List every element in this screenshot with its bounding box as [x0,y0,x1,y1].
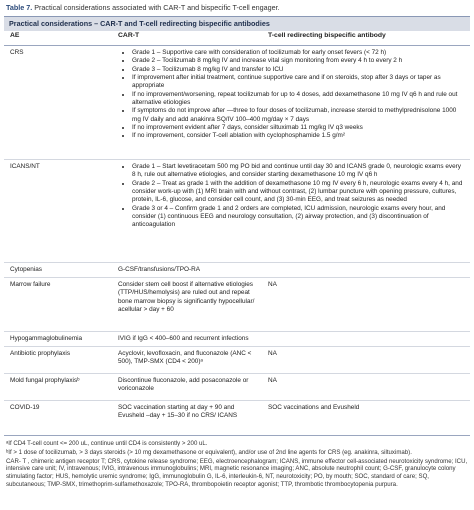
list-item: • Grade 2 – Tocilizumab 8 mg/kg IV and increase vital sign monitoring from every 4 h to every 2 h [132,57,466,65]
ae-hypogammaglobulinemia: Hypogammaglobulinemia [10,335,83,342]
list-item: • If no improvement/worsening, repeat tocilizumab for up to 4 doses, add dexamethasone 10 mg IV q6 h and rule out alternative etiologies [132,91,466,108]
crs-list [118,49,466,141]
caption-text: Practical considerations associated with CAR-T and bispecific T-cell engager. [32,3,280,12]
list-item: • Grade 1 – Supportive care with consideration of tocilizumab for early onset fevers (< 72 h) [132,49,466,57]
ae-covid-19: COVID-19 [10,404,40,411]
list-item: • If improvement after initial treatment, continue supportive care and if on steroids, stop after 3 days or taper as appropriate [132,74,466,91]
hypo-cart: IVIG if IgG < 400–600 and recurrent infections [118,335,249,342]
row-divider [4,262,470,263]
row-divider [4,331,470,332]
ae-crs: CRS [10,49,24,56]
list-item: • Grade 3 – Tocilizumab 8 mg/kg IV and transfer to ICU [132,66,466,74]
list-item: • Grade 1 – Start levetiracetam 500 mg PO bid and continue until day 30 and ICANS grade 0, neurologic exams every 8 h, rule out alternative etiologies, and consider starting dexamethasone 10 mg IV q6 h [132,163,466,180]
marrow-bispecific: NA [268,281,277,288]
ae-icans: ICANS/NT [10,163,40,170]
ae-cytopenias: Cytopenias [10,266,42,273]
footnote-b: ᵇIf > 1 dose of tocilizumab, > 3 days steroids (> 10 mg dexamethasone or equivalent), and/or use of 2nd line agents for CRS (eg. anakinra, siltuximab). [6,448,412,456]
covid-bispecific: SOC vaccinations and Evusheld [268,404,360,411]
footnotes [6,440,468,490]
list-item: • If no improvement, consider T-cell ablation with cyclophosphamide 1.5 g/m² [132,132,466,140]
abbreviations: CAR- T , chimeric antigen receptor T; CRS, cytokine release syndrome; EEG, electroencephalogram; ICANS, immune effector cell-associated neurotoxicity syndrome; ICU, intensive care unit; IV, intravenous; IVIG, intravenous immunoglobulins; MRI, magnetic resonance imaging; ANC, absolute neutrophil count; G-CSF, granulocyte colony stimulating factor; HUS, hemolytic uremic syndrome; IgG, immunoglobulin G, IL-6, interleukin-6, NT, neurotoxicity; PO, by mouth; SOC, standard of care; SQ, subcutaneous; TMP-SMX, trimethoprim-sulfamethoxazole; TPO-RA, thrombopoietin receptor agonist; TTP, thrombotic thrombocytopenia purpura. [6,457,468,488]
row-divider [4,277,470,278]
footnote-a: ᵃIf CD4 T-cell count <= 200 uL, continue until CD4 is consistently > 200 uL. [6,440,208,447]
mold-bispecific: NA [268,377,277,384]
table-title-bar [4,16,470,31]
marrow-cart: Consider stem cell boost if alternative etiologies (TTP/HUS/hemolysis) are ruled out and repeat bone marrow biopsy is significantly hypocellular/ acellular > day + 60 [118,281,255,313]
table-title: Practical considerations – CAR-T and T-cell redirecting bispecific antibodies [9,19,270,28]
list-item: • Grade 3 or 4 – Confirm grade 1 and 2 orders are completed, ICU admission, neurologic exams every hour, and consider (1) continuous EEG and neurology consultation, (2) airway protection, and (3) discontinuation of anticoagulation [132,205,466,230]
row-divider [4,400,470,401]
table-bottom-divider [4,435,470,436]
row-divider [4,159,470,160]
antibiotic-bispecific: NA [268,350,277,357]
row-divider [4,346,470,347]
ae-marrow-failure: Marrow failure [10,281,51,288]
covid-cart: SOC vaccination starting at day + 90 and Evusheld –day + 15–30 if no CRS/ ICANS [118,404,238,420]
table-caption [6,3,280,12]
table-label: Table 7. [6,3,33,12]
row-divider [4,373,470,374]
header-ae: AE [10,32,20,39]
icans-list [118,163,466,230]
list-item: • If symptoms do not improve after —three to four doses of tocilizumab, increase steroid to methylprednisolone 1000 mg IV daily and add anakinra SQ/IV 100–400 mg/day × 7 days [132,107,466,124]
header-bispecific: T-cell redirecting bispecific antibody [268,32,386,39]
header-divider [4,45,470,46]
list-item: • Grade 2 – Treat as grade 1 with the addition of dexamethasone 10 mg IV every 6 h, neurologic exams every 4 h, and consider work-up with (1) MRI brain with and without contrast, (2) lumbar puncture with opening pressure, cultures, protein, IL-6, glucose, and consider cell count, and (3) 30-min EEG, and treat seizures as needed [132,180,466,205]
ae-mold-fungal-prophylaxis: Mold fungal prophylaxisᵇ [10,377,80,384]
list-item: • If no improvement evident after 7 days, consider siltuximab 11 mg/kg IV q3 weeks [132,124,466,132]
mold-cart: Discontinue fluconazole, add posaconazole or voriconazole [118,377,249,393]
ae-antibiotic-prophylaxis: Antibiotic prophylaxis [10,350,71,357]
header-cart: CAR-T [118,32,140,39]
antibiotic-cart: Acyclovir, levofloxacin, and fluconazole (ANC < 500), TMP-SMX (CD4 < 200)ᵃ [118,350,252,366]
cytopenias-cart: G-CSF/transfusions/TPO-RA [118,266,201,273]
